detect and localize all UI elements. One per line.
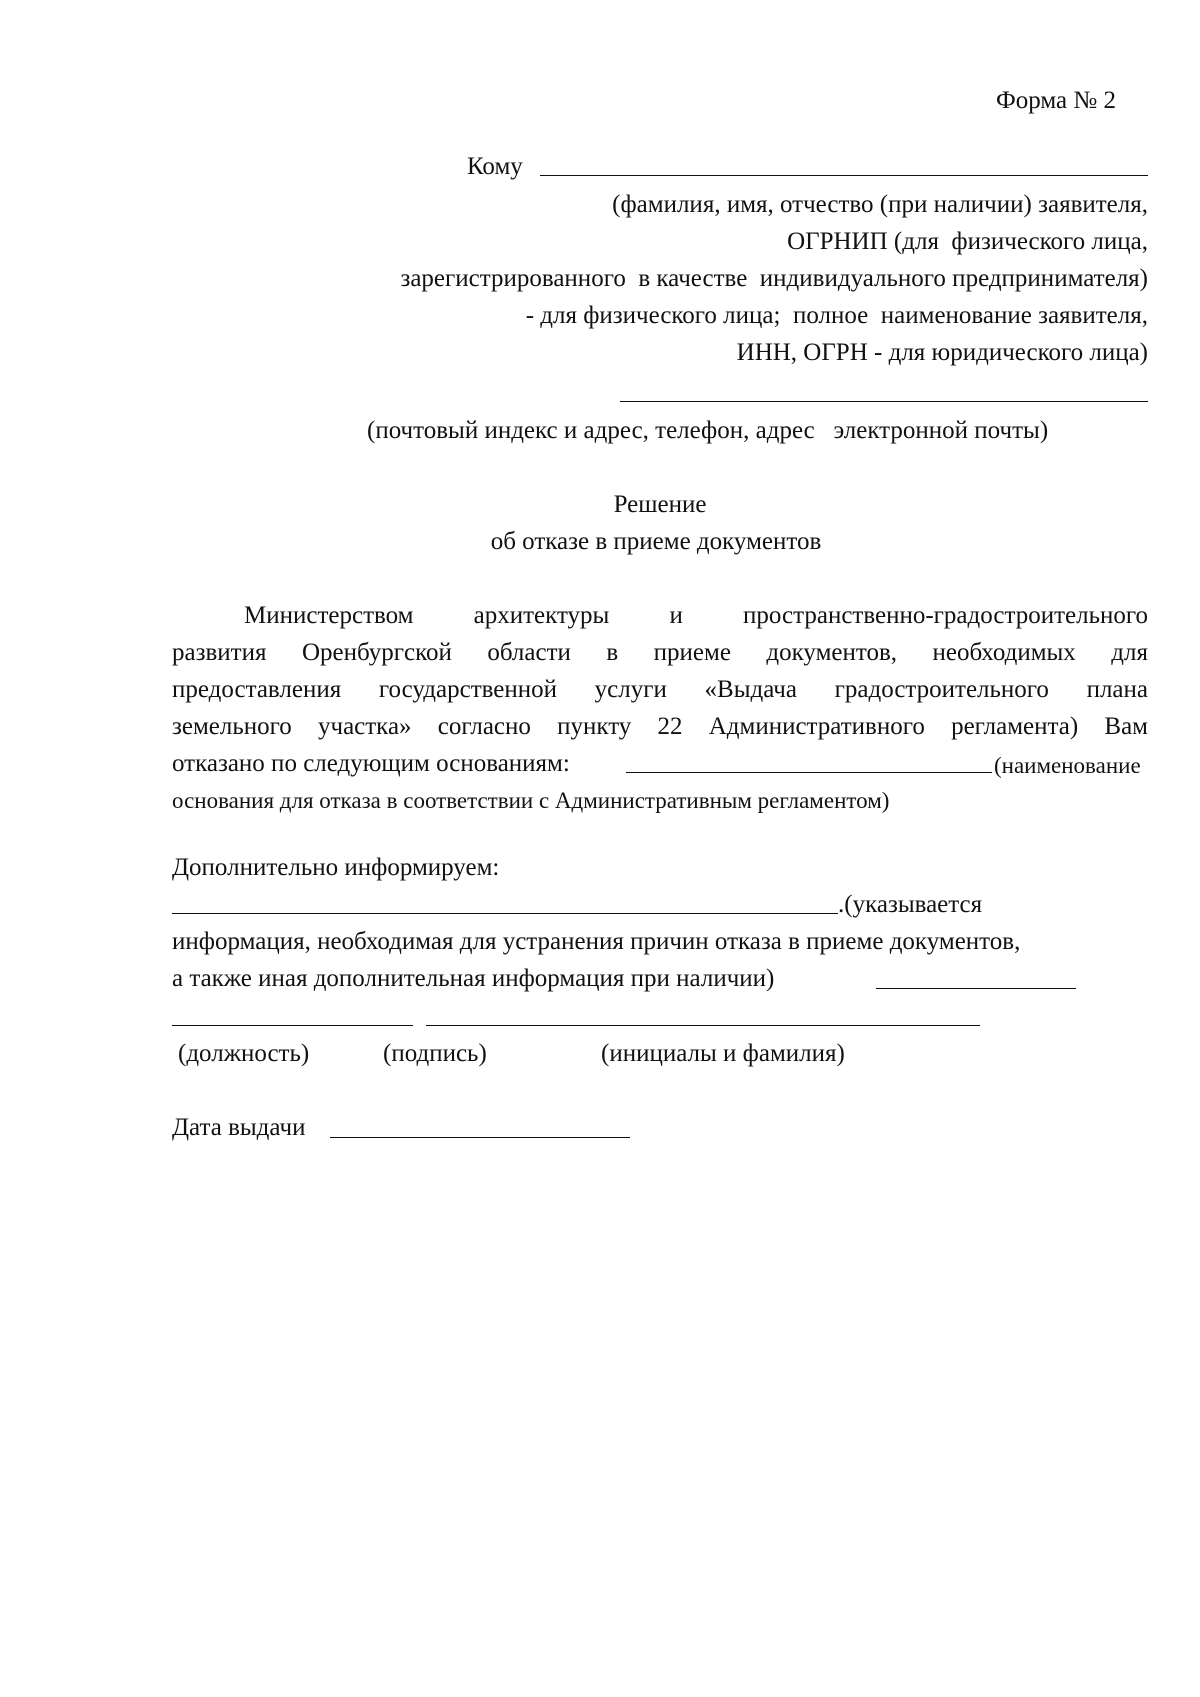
additional-info-line-2: информация, необходимая для устранения причин отказа в приеме документов, [172,928,1021,955]
additional-info-note: .(указывается [838,891,983,918]
refusal-grounds-blank-line [626,772,992,773]
refusal-grounds-label: отказано по следующим основаниям: [172,750,570,777]
document-title: Решение [613,491,707,518]
refusal-grounds-note: (наименование [994,753,1141,778]
additional-info-heading: Дополнительно информируем: [172,854,500,881]
form-number-label: Форма № 2 [996,87,1116,114]
issue-date-label: Дата выдачи [172,1114,306,1141]
additional-info-blank-line [172,913,838,914]
recipient-caption-line-5: ИНН, ОГРН - для юридического лица) [736,339,1148,366]
document-subtitle: об отказе в приеме документов [490,528,822,555]
recipient-caption-line-3: зарегистрированного в качестве индивидуального предпринимателя) [400,265,1148,292]
recipient-caption-line-4: - для физического лица; полное наименование заявителя, [525,302,1148,329]
name-caption: (инициалы и фамилия) [601,1040,845,1067]
body-line-4: земельного участка» согласно пункту 22 Административного регламента) Вам [172,713,1148,740]
additional-info-line-3: а также иная дополнительная информация при наличии) [172,965,775,992]
recipient-to-label: Кому [467,153,523,180]
position-blank-line [172,1025,413,1026]
recipient-name-blank-line [540,175,1148,176]
refusal-grounds-caption: основания для отказа в соответствии с Административным регламентом) [172,788,890,813]
recipient-address-caption: (почтовый индекс и адрес, телефон, адрес электронной почты) [367,417,1049,444]
recipient-caption-line-1: (фамилия, имя, отчество (при наличии) заявителя, [612,191,1148,218]
additional-info-trailing-blank-line [876,988,1076,989]
body-line-1: Министерством архитектуры и пространственно-градостроительного [244,602,1148,629]
recipient-address-blank-line [620,401,1148,402]
position-caption: (должность) [178,1040,310,1067]
body-line-2: развития Оренбургской области в приеме документов, необходимых для [172,639,1148,666]
recipient-caption-line-2: ОГРНИП (для физического лица, [787,228,1148,255]
body-line-3: предоставления государственной услуги «Выдача градостроительного плана [172,676,1148,703]
signature-name-blank-line [426,1025,980,1026]
signature-caption: (подпись) [383,1040,487,1067]
issue-date-blank-line [330,1137,630,1138]
